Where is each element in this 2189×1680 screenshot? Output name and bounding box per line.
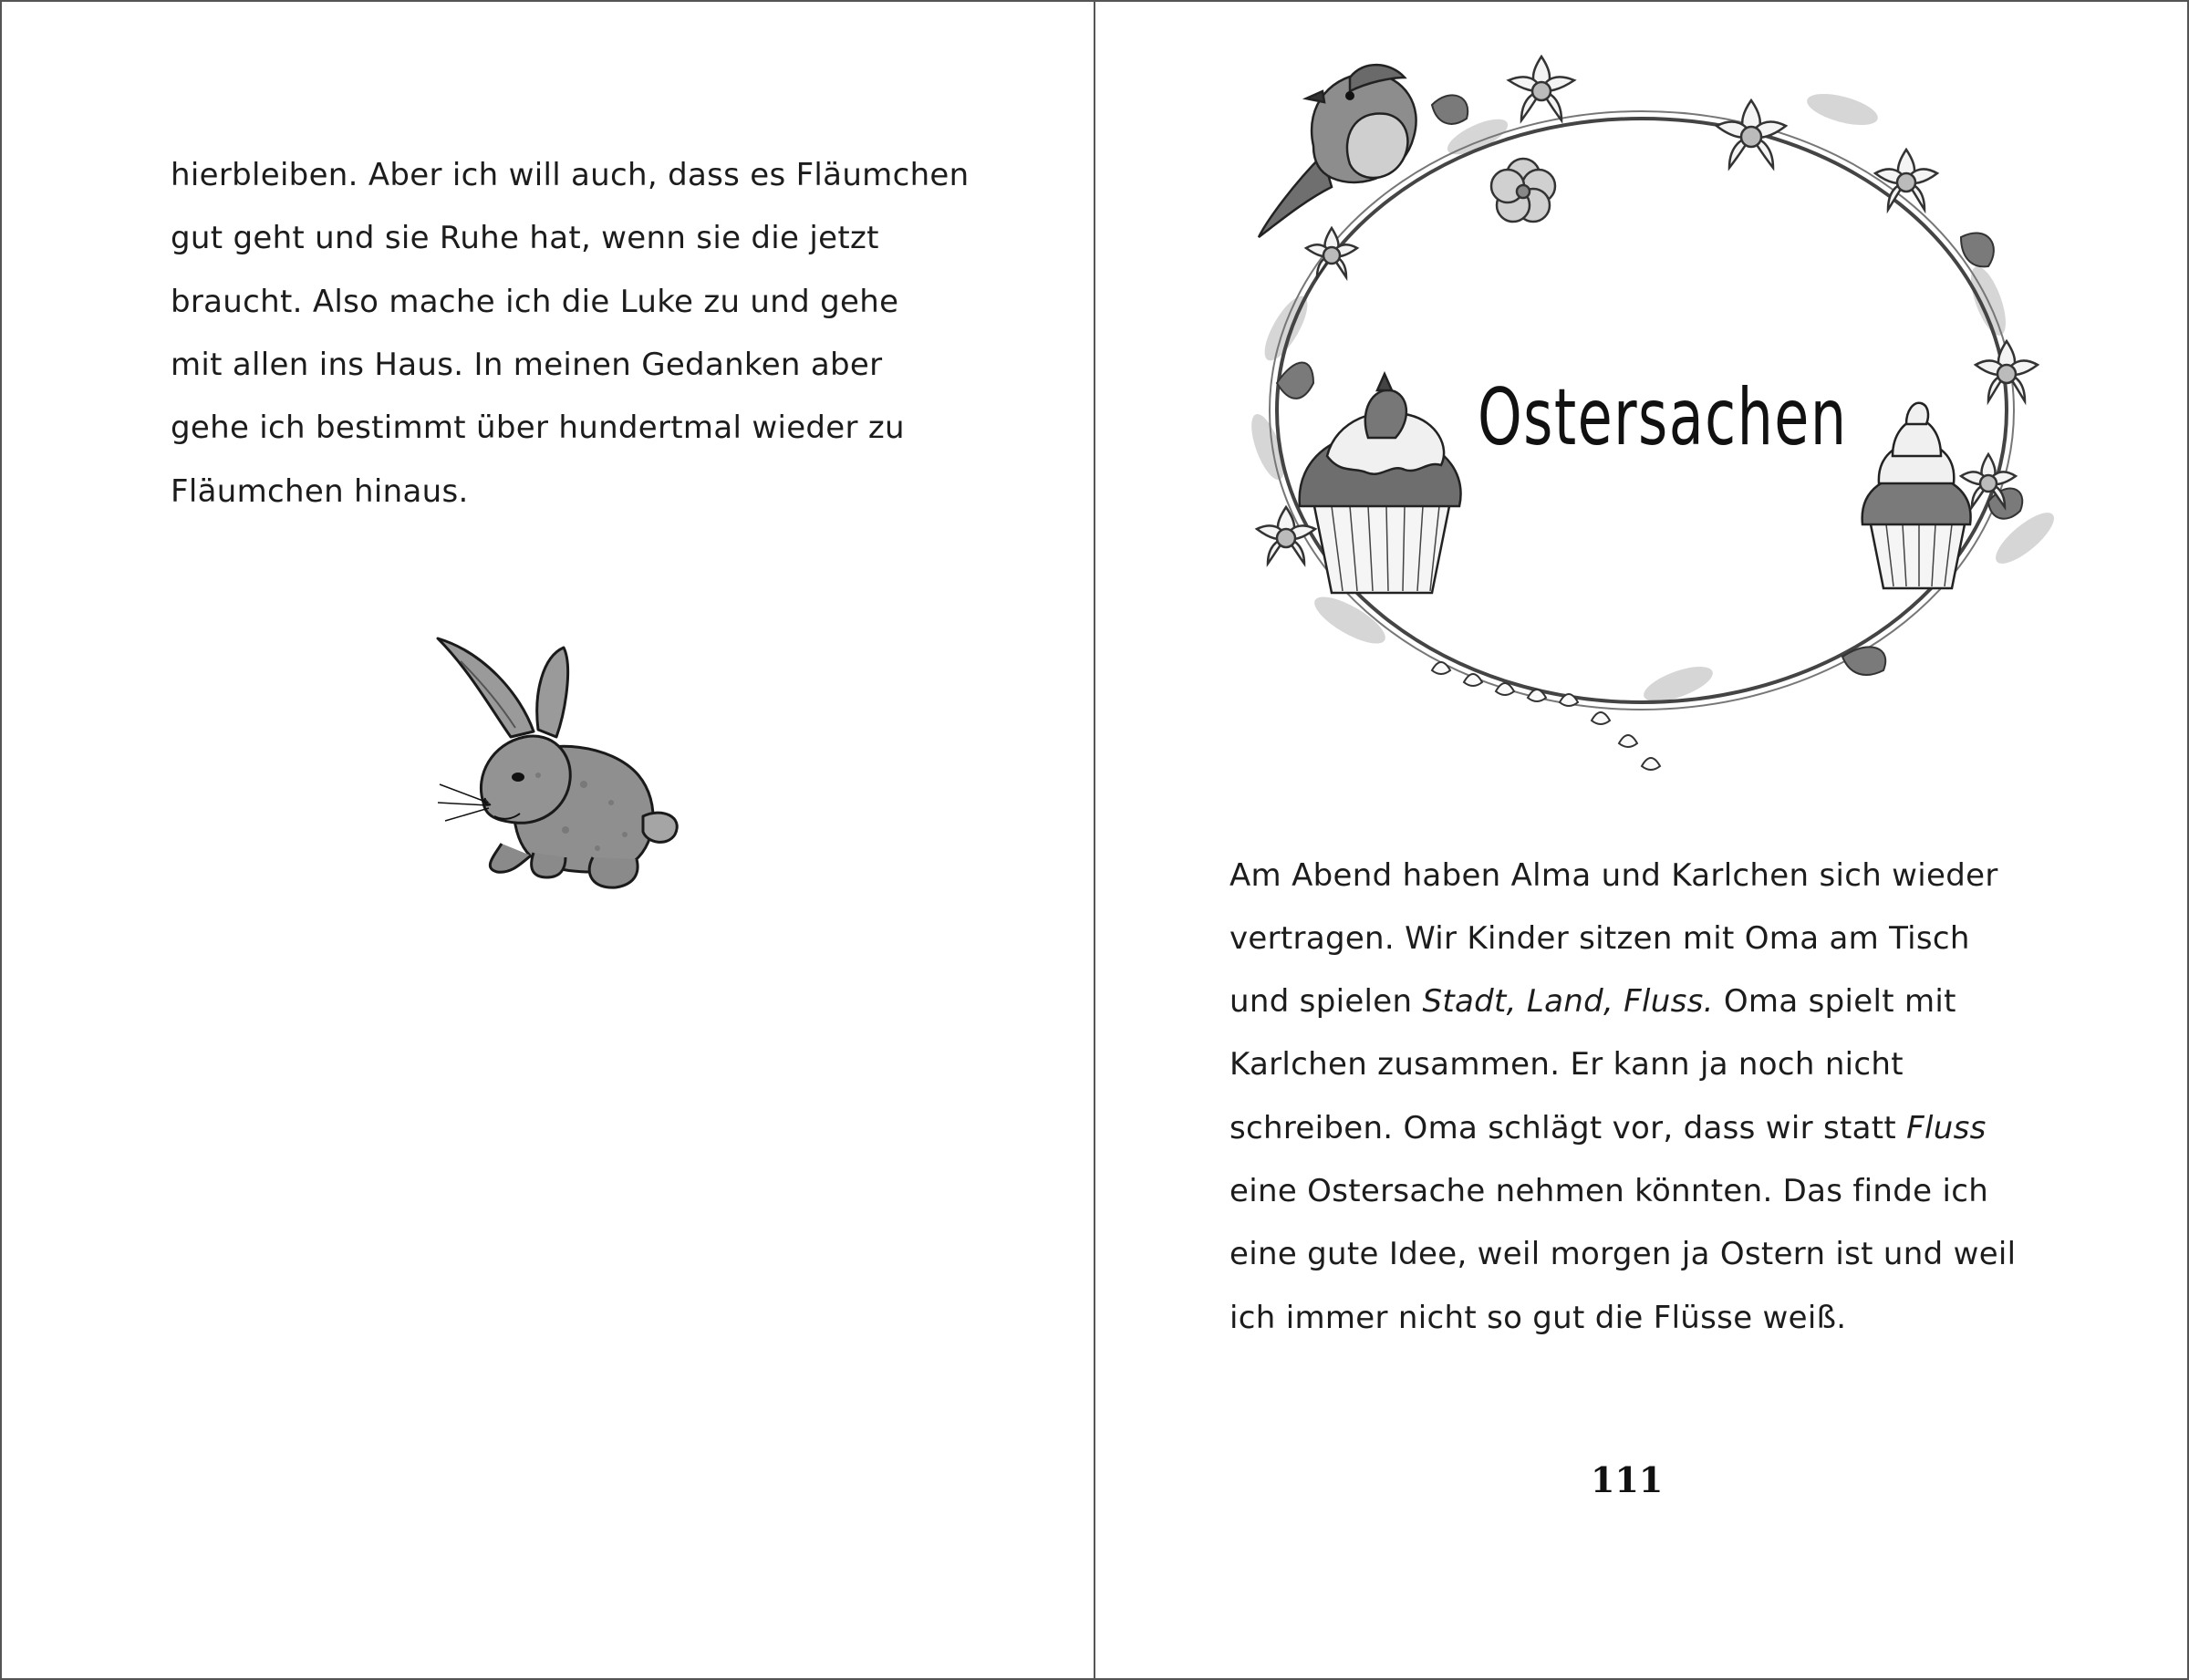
chapter-title: Ostersachen [1478, 372, 1848, 463]
text-line: Karlchen zusammen. Er kann ja noch nicht [1229, 1046, 1904, 1083]
text-line: braucht. Also mache ich die Luke zu und gehe [171, 284, 899, 320]
text-line: Fläumchen hinaus. [171, 473, 469, 510]
text-line [1229, 983, 1956, 1020]
text-segment: und spielen [1229, 983, 1423, 1020]
text-line: ich immer nicht so gut die Flüsse weiß. [1229, 1300, 1847, 1336]
text-line: eine Ostersache nehmen könnten. Das finde ich [1229, 1173, 1989, 1209]
italic-game-title: Stadt, Land, Fluss. [1422, 983, 1714, 1020]
text-line: Am Abend haben Alma und Karlchen sich wieder [1229, 857, 1998, 894]
text-line: gut geht und sie Ruhe hat, wenn sie die jetzt [171, 220, 879, 256]
text-segment: Oma spielt mit [1713, 983, 1956, 1020]
text-line: vertragen. Wir Kinder sitzen mit Oma am Tisch [1229, 920, 1970, 957]
italic-word: Fluss [1906, 1110, 1987, 1146]
page-number: 111 [1591, 1459, 1664, 1500]
text-line: hierbleiben. Aber ich will auch, dass es Fläumchen [171, 157, 970, 193]
book-gutter [1094, 0, 1095, 1680]
text-segment: schreiben. Oma schlägt vor, dass wir statt [1229, 1110, 1907, 1146]
rabbit-illustration [429, 629, 702, 903]
text-line: mit allen ins Haus. In meinen Gedanken aber [171, 347, 883, 383]
text-line: gehe ich bestimmt über hundertmal wieder zu [171, 410, 905, 446]
text-line [1229, 1110, 1987, 1146]
text-line: eine gute Idee, weil morgen ja Ostern ist und weil [1229, 1236, 2017, 1272]
